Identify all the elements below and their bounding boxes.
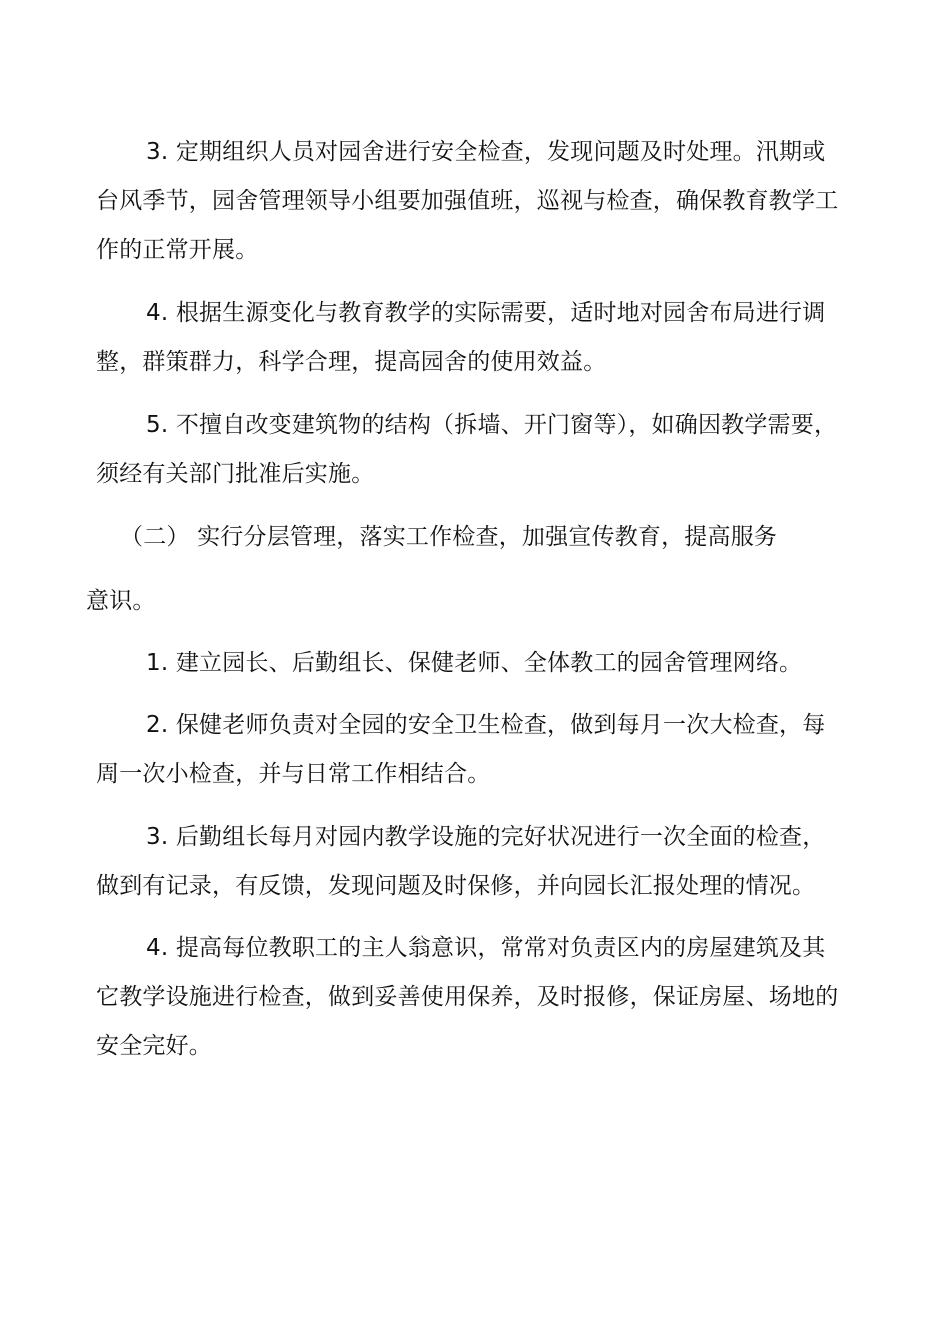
item-3-line-1: 3. 定期组织人员对园舍进行安全检查，发现问题及时处理。汛期或 bbox=[146, 139, 826, 165]
sub-item-4-line-1: 4. 提高每位教职工的主人翁意识，常常对负责区内的房屋建筑及其 bbox=[146, 935, 826, 961]
sub-item-3-line-1: 3. 后勤组长每月对园内教学设施的完好状况进行一次全面的检查， bbox=[146, 824, 826, 850]
sub-item-4-line-2: 它教学设施进行检查，做到妥善使用保养，及时报修，保证房屋、场地的 bbox=[96, 984, 839, 1010]
sub-item-1-line-1: 1. 建立园长、后勤组长、保健老师、全体教工的园舍管理网络。 bbox=[146, 650, 803, 676]
section-heading-line-1: （二） 实行分层管理，落实工作检查，加强宣传教育，提高服务 bbox=[120, 524, 778, 550]
sub-item-4-line-3: 安全完好。 bbox=[96, 1033, 212, 1059]
sub-item-2-line-1: 2. 保健老师负责对全园的安全卫生检查，做到每月一次大检查，每 bbox=[146, 712, 826, 738]
item-4-line-2: 整，群策群力，科学合理，提高园舍的使用效益。 bbox=[96, 349, 607, 375]
sub-item-2-line-2: 周一次小检查，并与日常工作相结合。 bbox=[96, 761, 491, 787]
item-4-line-1: 4. 根据生源变化与教育教学的实际需要，适时地对园舍布局进行调 bbox=[146, 300, 826, 326]
item-3-line-3: 作的正常开展。 bbox=[96, 237, 259, 263]
item-3-line-2: 台风季节，园舍管理领导小组要加强值班，巡视与检查，确保教育教学工 bbox=[96, 188, 839, 214]
sub-item-3-line-2: 做到有记录，有反馈，发现问题及时保修，并向园长汇报处理的情况。 bbox=[96, 873, 816, 899]
item-5-line-2: 须经有关部门批准后实施。 bbox=[96, 461, 375, 487]
item-5-line-1: 5. 不擅自改变建筑物的结构（拆墙、开门窗等），如确因教学需要， bbox=[146, 412, 838, 438]
section-heading-line-2: 意识。 bbox=[86, 588, 156, 614]
